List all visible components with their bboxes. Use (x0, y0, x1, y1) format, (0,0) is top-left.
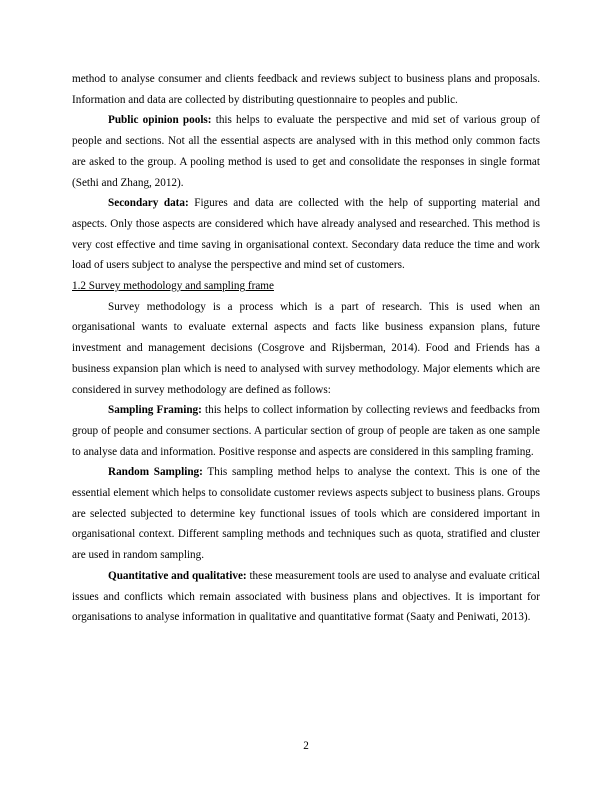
page-number: 2 (303, 740, 309, 752)
paragraph-lead-term: Quantitative and qualitative: (108, 569, 247, 582)
paragraph-lead-term: Random Sampling: (108, 466, 203, 479)
page-body (72, 69, 540, 628)
section-heading: 1.2 Survey methodology and sampling frame (72, 280, 274, 293)
paragraph-lead-term: Sampling Framing: (108, 404, 202, 417)
paragraph-text: method to analyse consumer and clients feedback and reviews subject to business plans and proposals. Information and data are collected by distributing questionnaire to peoples and public. (72, 73, 540, 106)
paragraph-text: This sampling method helps to analyse the context. This is one of the essential element which helps to consolidate customer reviews aspects subject to business plans. Groups are selected subjected to determine key functional issues of tools which are considered important in organisational context. Different sampling methods and techniques such as quota, stratified and cluster are used in random sampling. (72, 466, 540, 562)
paragraph-public-opinion-pools (72, 110, 540, 193)
paragraph-quantitative-qualitative (72, 566, 540, 628)
paragraph-text: Figures and data are collected with the help of supporting material and aspects. Only those aspects are considered which have already analysed and researched. This method is very cost effective and time saving in organisational context. Secondary data reduce the time and work load of users subject to analyse the perspective and mind set of customers. (72, 197, 540, 272)
paragraph-intro-continuation (72, 69, 540, 110)
paragraph-lead-term: Public opinion pools: (108, 114, 212, 127)
paragraph-random-sampling (72, 462, 540, 566)
paragraph-lead-term: Secondary data: (108, 197, 189, 210)
paragraph-survey-methodology (72, 297, 540, 401)
paragraph-sampling-framing (72, 400, 540, 462)
paragraph-text: these measurement tools are used to analyse and evaluate critical issues and conflicts which remain associated with business plans and objectives. It is important for organisations to analyse information in qualitative and quantitative format (Saaty and Peniwati, 2013). (72, 569, 540, 624)
paragraph-text: this helps to collect information by collecting reviews and feedbacks from group of people and consumer sections. A particular section of group of people are taken as one sample to analyse data and information. Positive response and aspects are considered in this sampling framing. (72, 404, 540, 458)
paragraph-secondary-data (72, 193, 540, 276)
paragraph-text: this helps to evaluate the perspective and mid set of various group of people and sections. Not all the essential aspects are analysed with in this method only common facts are asked to the group. A pooling method is used to get and consolidate the responses in single format (Sethi and Zhang, 2012). (72, 114, 540, 189)
paragraph-text: Survey methodology is a process which is a part of research. This is used when an organisational wants to evaluate external aspects and facts like business expansion plans, future investment and management decisions (Cosgrove and Rijsberman, 2014). Food and Friends has a business expansion plan which is need to analysed with survey methodology. Major elements which are considered in survey methodology are defined as follows: (72, 300, 540, 396)
